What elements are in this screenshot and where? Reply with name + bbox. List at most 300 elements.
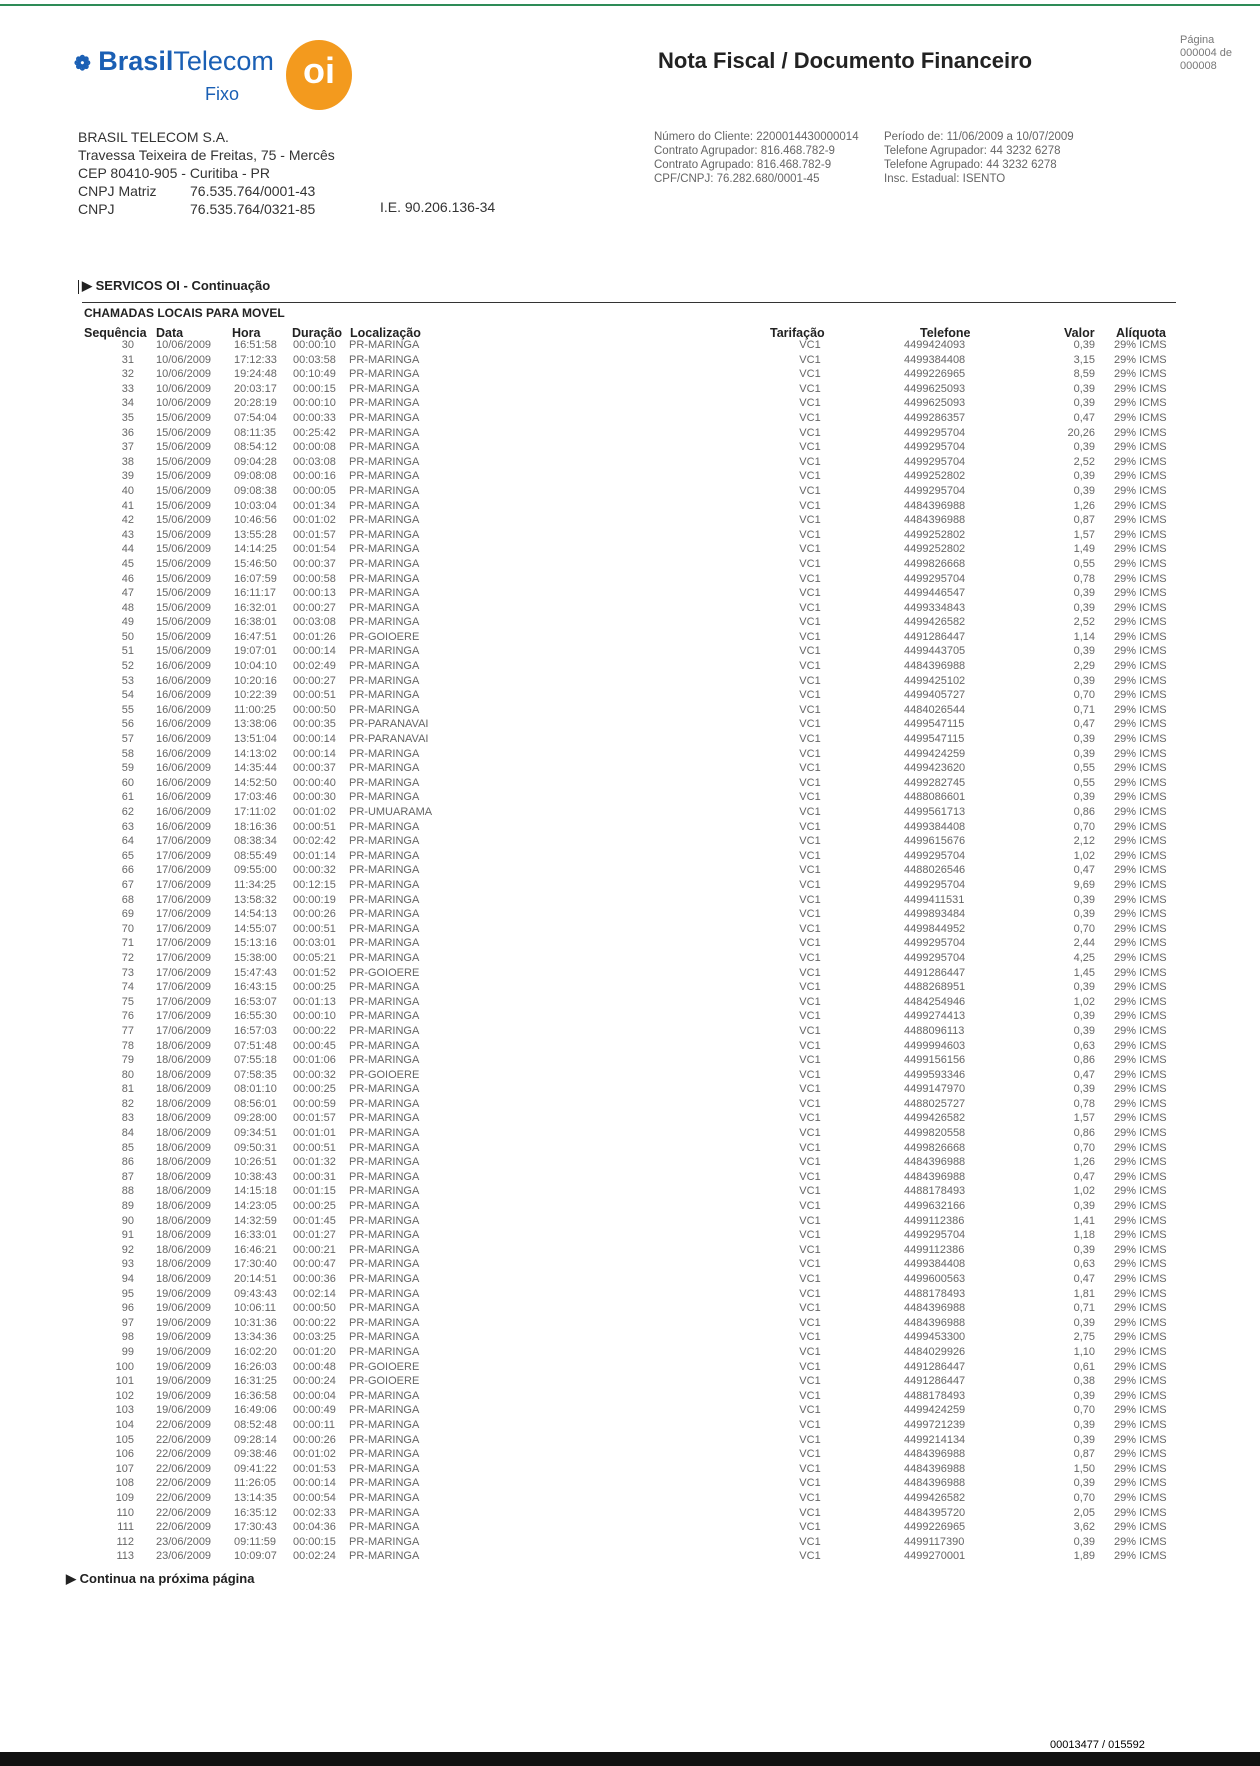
cell-time: 17:12:33 [234, 353, 277, 366]
cell-value: 0,39 [1073, 1389, 1095, 1402]
contract-grouped: Contrato Agrupado: 816.468.782-9 [654, 159, 832, 171]
cell-phone: 4484026544 [904, 703, 966, 716]
cell-location: PR-MARINGA [349, 981, 420, 994]
cell-tariff: VC1 [799, 1200, 821, 1213]
cell-location: PR-GOIOERE [349, 966, 420, 979]
cell-duration: 00:00:22 [293, 1024, 336, 1037]
cell-seq: 61 [121, 791, 134, 804]
cell-seq: 57 [121, 733, 134, 746]
cell-location: PR-MARINGA [349, 353, 420, 366]
cell-phone: 4484395720 [904, 1506, 966, 1519]
cell-seq: 74 [121, 981, 134, 994]
cell-duration: 00:00:45 [293, 1039, 336, 1052]
table-row [0, 1171, 1260, 1186]
cell-tariff: VC1 [799, 1273, 821, 1285]
cpf-cnpj: CPF/CNPJ: 76.282.680/0001-45 [654, 173, 820, 185]
cell-time: 16:26:03 [234, 1360, 277, 1373]
cell-tariff: VC1 [799, 587, 821, 600]
cell-value: 20,26 [1067, 426, 1095, 439]
cell-location: PR-MARINGA [349, 1083, 420, 1096]
table-row [0, 1507, 1260, 1522]
cell-location: PR-MARINGA [349, 426, 420, 439]
cell-duration: 00:00:27 [293, 674, 336, 687]
cell-seq: 98 [121, 1331, 134, 1344]
cell-date: 15/06/2009 [156, 543, 212, 556]
cell-rate: 29% ICMS [1114, 411, 1167, 424]
cell-value: 0,70 [1073, 820, 1095, 833]
cell-duration: 00:00:47 [293, 1258, 336, 1271]
cell-phone: 4484396988 [904, 1448, 966, 1461]
cell-duration: 00:00:22 [293, 1316, 336, 1329]
cell-tariff: VC1 [799, 718, 821, 731]
cell-phone: 4488178493 [904, 1389, 966, 1402]
cell-tariff: VC1 [799, 1083, 821, 1096]
cell-time: 17:03:46 [234, 791, 277, 804]
cell-phone: 4499252802 [904, 543, 966, 556]
cell-time: 16:07:59 [234, 572, 277, 585]
cell-time: 19:07:01 [234, 645, 277, 658]
cell-duration: 00:00:10 [293, 397, 336, 410]
cell-duration: 00:01:06 [293, 1054, 336, 1067]
cell-rate: 29% ICMS [1114, 1462, 1167, 1475]
cell-location: PR-PARANAVAI [349, 718, 429, 731]
client-info-right [884, 130, 1074, 186]
cell-date: 15/06/2009 [156, 514, 212, 527]
cell-date: 18/06/2009 [156, 1097, 212, 1110]
cell-duration: 00:00:16 [293, 470, 336, 483]
cell-time: 10:04:10 [234, 660, 277, 673]
cell-seq: 48 [121, 601, 134, 614]
cell-location: PR-MARINGA [349, 543, 420, 556]
cell-tariff: VC1 [799, 1112, 821, 1125]
cell-date: 23/06/2009 [156, 1535, 212, 1548]
cell-date: 22/06/2009 [156, 1477, 212, 1490]
table-row [0, 864, 1260, 879]
cell-duration: 00:00:40 [293, 776, 336, 789]
cell-tariff: VC1 [799, 1068, 821, 1081]
cell-tariff: VC1 [799, 1375, 821, 1388]
cell-tariff: VC1 [799, 1185, 821, 1198]
cell-time: 15:38:00 [234, 951, 277, 964]
cell-duration: 00:01:57 [293, 528, 336, 541]
cell-duration: 00:00:08 [293, 441, 336, 454]
cell-time: 16:11:17 [234, 587, 277, 600]
cell-phone: 4499384408 [904, 820, 966, 833]
cell-value: 0,39 [1073, 1535, 1095, 1548]
table-row [0, 1112, 1260, 1127]
cell-time: 09:38:46 [234, 1448, 277, 1461]
cell-rate: 29% ICMS [1114, 689, 1167, 702]
cell-date: 18/06/2009 [156, 1214, 212, 1227]
cell-seq: 71 [121, 937, 134, 950]
cell-phone: 4488025727 [904, 1097, 966, 1110]
cell-duration: 00:01:01 [293, 1127, 336, 1140]
cell-rate: 29% ICMS [1114, 1214, 1167, 1227]
cell-date: 15/06/2009 [156, 645, 212, 658]
cell-tariff: VC1 [799, 382, 821, 395]
cell-tariff: VC1 [799, 835, 821, 848]
cell-tariff: VC1 [799, 1550, 821, 1563]
cell-seq: 47 [121, 587, 134, 600]
cell-location: PR-MARINGA [349, 1389, 420, 1402]
cell-time: 16:55:30 [234, 1010, 277, 1023]
continue-text: Continua na próxima página [79, 1571, 255, 1586]
cell-date: 16/06/2009 [156, 747, 212, 760]
cell-rate: 29% ICMS [1114, 441, 1167, 454]
cell-seq: 86 [121, 1156, 134, 1169]
cell-duration: 00:00:50 [293, 703, 336, 716]
cell-rate: 29% ICMS [1114, 1185, 1167, 1198]
cell-location: PR-MARINGA [349, 908, 420, 921]
cell-rate: 29% ICMS [1114, 849, 1167, 862]
cell-location: PR-MARINGA [349, 1418, 420, 1431]
cell-time: 14:13:02 [234, 747, 277, 760]
document-number: 00013477 / 015592 [1046, 1739, 1149, 1751]
cell-time: 16:53:07 [234, 995, 277, 1008]
cell-tariff: VC1 [799, 1141, 821, 1154]
cell-phone: 4491286447 [904, 1360, 966, 1373]
cell-value: 0,39 [1073, 441, 1095, 454]
cell-time: 16:02:20 [234, 1345, 277, 1358]
cell-phone: 4499270001 [904, 1550, 966, 1563]
cell-time: 13:58:32 [234, 893, 277, 906]
cell-tariff: VC1 [799, 762, 821, 775]
cell-location: PR-MARINGA [349, 1273, 420, 1285]
cell-time: 10:38:43 [234, 1170, 277, 1183]
cell-value: 3,62 [1073, 1521, 1095, 1534]
cell-phone: 4484396988 [904, 1462, 966, 1475]
brand-subtitle: Fixo [205, 84, 240, 104]
cell-seq: 109 [115, 1491, 134, 1504]
cell-duration: 00:00:35 [293, 718, 336, 731]
cell-time: 14:52:50 [234, 776, 277, 789]
cell-phone: 4499826668 [904, 557, 966, 570]
cell-time: 14:55:07 [234, 922, 277, 935]
cell-duration: 00:00:14 [293, 747, 336, 760]
cell-duration: 00:00:32 [293, 864, 336, 877]
cell-tariff: VC1 [799, 397, 821, 410]
table-row [0, 339, 1260, 354]
table-row [0, 1258, 1260, 1273]
cell-rate: 29% ICMS [1114, 484, 1167, 497]
cell-time: 09:28:14 [234, 1433, 277, 1446]
cell-rate: 29% ICMS [1114, 645, 1167, 658]
page-total: 000008 [1180, 60, 1217, 72]
cell-rate: 29% ICMS [1114, 353, 1167, 366]
cell-duration: 00:03:01 [293, 937, 336, 950]
cell-date: 17/06/2009 [156, 981, 212, 994]
cell-date: 22/06/2009 [156, 1491, 212, 1504]
cell-value: 0,55 [1073, 557, 1095, 570]
cell-duration: 00:00:51 [293, 820, 336, 833]
cell-seq: 100 [115, 1360, 134, 1373]
cell-tariff: VC1 [799, 353, 821, 366]
cell-time: 16:38:01 [234, 616, 277, 629]
cell-duration: 00:00:25 [293, 981, 336, 994]
cell-date: 19/06/2009 [156, 1389, 212, 1402]
cell-date: 16/06/2009 [156, 660, 212, 673]
cell-rate: 29% ICMS [1114, 368, 1167, 381]
cell-seq: 113 [116, 1550, 134, 1563]
cell-duration: 00:00:59 [293, 1097, 336, 1110]
cell-value: 0,39 [1073, 981, 1095, 994]
cell-location: PR-MARINGA [349, 937, 420, 950]
cell-location: PR-MARINGA [349, 849, 420, 862]
cell-time: 16:33:01 [234, 1229, 277, 1242]
cell-rate: 29% ICMS [1114, 426, 1167, 439]
cell-phone: 4499547115 [904, 718, 965, 731]
cell-time: 08:11:35 [234, 426, 277, 439]
cell-seq: 54 [121, 689, 134, 702]
cell-tariff: VC1 [799, 1258, 821, 1271]
cell-location: PR-MARINGA [349, 1448, 420, 1461]
cell-value: 0,39 [1073, 674, 1095, 687]
table-row [0, 996, 1260, 1011]
cell-location: PR-MARINGA [349, 674, 420, 687]
cell-date: 15/06/2009 [156, 528, 212, 541]
cell-time: 16:49:06 [234, 1404, 277, 1417]
cell-date: 22/06/2009 [156, 1433, 212, 1446]
table-row [0, 675, 1260, 690]
cell-location: PR-MARINGA [349, 514, 420, 527]
cell-value: 1,02 [1073, 995, 1095, 1008]
cell-time: 16:46:21 [234, 1243, 277, 1256]
cell-tariff: VC1 [799, 674, 821, 687]
cell-seq: 76 [121, 1010, 134, 1023]
bottom-bar [0, 1752, 1260, 1766]
cell-seq: 104 [115, 1418, 134, 1431]
cell-phone: 4499547115 [904, 733, 965, 746]
cell-phone: 4499295704 [904, 426, 966, 439]
table-row [0, 456, 1260, 471]
cell-date: 15/06/2009 [156, 630, 212, 643]
cell-location: PR-MARINGA [349, 1039, 420, 1052]
cell-duration: 00:00:30 [293, 791, 336, 804]
cnpj-matriz-label: CNPJ Matriz [78, 183, 157, 199]
cell-location: PR-MARINGA [349, 616, 420, 629]
cell-seq: 62 [121, 806, 134, 818]
cell-phone: 4499625093 [904, 397, 966, 410]
cell-date: 15/06/2009 [156, 499, 212, 512]
col-header-aliquota: Alíquota [1116, 326, 1166, 340]
cell-tariff: VC1 [799, 1418, 821, 1431]
table-row [0, 514, 1260, 529]
cell-seq: 92 [121, 1243, 134, 1256]
cell-tariff: VC1 [799, 1170, 821, 1183]
cell-date: 23/06/2009 [156, 1550, 212, 1563]
cell-value: 0,47 [1073, 864, 1095, 877]
table-row [0, 529, 1260, 544]
cell-date: 19/06/2009 [156, 1375, 212, 1388]
cell-value: 1,45 [1073, 966, 1095, 979]
cell-rate: 29% ICMS [1114, 1097, 1167, 1110]
table-row [0, 485, 1260, 500]
cell-duration: 00:01:52 [293, 966, 336, 979]
cell-time: 08:54:12 [234, 441, 277, 454]
cell-value: 0,39 [1073, 645, 1095, 658]
cell-tariff: VC1 [799, 995, 821, 1008]
cell-tariff: VC1 [799, 339, 821, 351]
cell-location: PR-MARINGA [349, 1097, 420, 1110]
cell-time: 14:23:05 [234, 1200, 277, 1213]
cell-rate: 29% ICMS [1114, 339, 1167, 351]
cell-duration: 00:02:24 [293, 1550, 336, 1563]
cell-phone: 4499384408 [904, 1258, 966, 1271]
cell-location: PR-MARINGA [349, 689, 420, 702]
cell-tariff: VC1 [799, 1331, 821, 1344]
table-row [0, 1492, 1260, 1507]
cell-location: PR-MARINGA [349, 455, 420, 468]
cell-phone: 4499295704 [904, 572, 966, 585]
cell-location: PR-MARINGA [349, 1404, 420, 1417]
cell-time: 20:03:17 [234, 382, 277, 395]
cell-time: 09:11:59 [234, 1535, 277, 1548]
cell-value: 0,47 [1073, 1273, 1095, 1285]
cell-value: 0,86 [1073, 806, 1095, 818]
cell-seq: 95 [121, 1287, 134, 1300]
cell-phone: 4499384408 [904, 353, 966, 366]
table-row [0, 1142, 1260, 1157]
cell-seq: 110 [116, 1506, 134, 1519]
cell-tariff: VC1 [799, 878, 821, 891]
cell-rate: 29% ICMS [1114, 733, 1167, 746]
cell-rate: 29% ICMS [1114, 1316, 1167, 1329]
cell-rate: 29% ICMS [1114, 1302, 1167, 1315]
cell-time: 17:30:40 [234, 1258, 277, 1271]
cell-phone: 4499425102 [904, 674, 966, 687]
cell-rate: 29% ICMS [1114, 1068, 1167, 1081]
cell-phone: 4484396988 [904, 1477, 966, 1490]
table-row [0, 1448, 1260, 1463]
cell-phone: 4499226965 [904, 368, 966, 381]
cell-date: 18/06/2009 [156, 1054, 212, 1067]
cell-phone: 4499295704 [904, 937, 966, 950]
cell-phone: 4488086601 [904, 791, 966, 804]
cell-duration: 00:01:53 [293, 1462, 336, 1475]
cell-tariff: VC1 [799, 1156, 821, 1169]
cell-seq: 77 [121, 1024, 134, 1037]
cell-date: 16/06/2009 [156, 791, 212, 804]
cell-date: 19/06/2009 [156, 1331, 212, 1344]
cell-location: PR-MARINGA [349, 1477, 420, 1490]
cell-rate: 29% ICMS [1114, 1243, 1167, 1256]
cell-location: PR-MARINGA [349, 1141, 420, 1154]
cell-phone: 4488096113 [904, 1024, 965, 1037]
cell-duration: 00:00:50 [293, 1302, 336, 1315]
cell-phone: 4499411531 [904, 893, 965, 906]
cell-rate: 29% ICMS [1114, 718, 1167, 731]
cell-tariff: VC1 [799, 1535, 821, 1548]
cell-seq: 84 [121, 1127, 134, 1140]
cell-phone: 4499424259 [904, 1404, 966, 1417]
table-row [0, 368, 1260, 383]
cell-tariff: VC1 [799, 426, 821, 439]
cell-tariff: VC1 [799, 1491, 821, 1504]
cell-phone: 4499893484 [904, 908, 966, 921]
cell-value: 0,39 [1073, 397, 1095, 410]
table-row [0, 1536, 1260, 1551]
state-registration: Insc. Estadual: ISENTO [884, 173, 1006, 185]
cell-rate: 29% ICMS [1114, 878, 1167, 891]
cell-location: PR-MARINGA [349, 791, 420, 804]
cell-location: PR-UMUARAMA [349, 806, 433, 818]
col-header-duracao: Duração [292, 326, 343, 340]
table-row [0, 500, 1260, 515]
phone-grouped: Telefone Agrupado: 44 3232 6278 [884, 159, 1057, 171]
cell-duration: 00:00:14 [293, 733, 336, 746]
cell-value: 0,39 [1073, 747, 1095, 760]
cell-time: 14:15:18 [234, 1185, 277, 1198]
cell-date: 18/06/2009 [156, 1039, 212, 1052]
cell-rate: 29% ICMS [1114, 703, 1167, 716]
cell-value: 1,02 [1073, 1185, 1095, 1198]
cell-rate: 29% ICMS [1114, 1287, 1167, 1300]
cell-location: PR-MARINGA [349, 762, 420, 775]
table-row [0, 1419, 1260, 1434]
cell-duration: 00:02:42 [293, 835, 336, 848]
cell-seq: 65 [121, 849, 134, 862]
cell-tariff: VC1 [799, 514, 821, 527]
cell-location: PR-MARINGA [349, 660, 420, 673]
cell-rate: 29% ICMS [1114, 1229, 1167, 1242]
cell-seq: 41 [121, 499, 134, 512]
cell-rate: 29% ICMS [1114, 893, 1167, 906]
table-row [0, 543, 1260, 558]
cell-tariff: VC1 [799, 820, 821, 833]
cell-phone: 4499295704 [904, 1229, 966, 1242]
cell-seq: 97 [121, 1316, 134, 1329]
cell-value: 1,49 [1073, 543, 1095, 556]
cell-location: PR-MARINGA [349, 557, 420, 570]
cell-rate: 29% ICMS [1114, 1433, 1167, 1446]
cell-tariff: VC1 [799, 1521, 821, 1534]
cell-tariff: VC1 [799, 455, 821, 468]
cell-date: 17/06/2009 [156, 864, 212, 877]
billing-period: Período de: 11/06/2009 a 10/07/2009 [884, 131, 1074, 143]
cell-phone: 4499443705 [904, 645, 966, 658]
table-row [0, 1054, 1260, 1069]
cell-time: 15:46:50 [234, 557, 277, 570]
cell-location: PR-MARINGA [349, 411, 420, 424]
cell-rate: 29% ICMS [1114, 1521, 1167, 1534]
cell-seq: 75 [121, 995, 134, 1008]
cell-value: 0,39 [1073, 1010, 1095, 1023]
cell-value: 0,86 [1073, 1054, 1095, 1067]
cell-value: 1,89 [1073, 1550, 1095, 1563]
cell-tariff: VC1 [799, 1214, 821, 1227]
cell-value: 0,39 [1073, 1083, 1095, 1096]
cell-duration: 00:00:37 [293, 557, 336, 570]
table-row [0, 806, 1260, 821]
cell-rate: 29% ICMS [1114, 587, 1167, 600]
cell-seq: 103 [115, 1404, 134, 1417]
cell-rate: 29% ICMS [1114, 1345, 1167, 1358]
cell-value: 2,12 [1073, 835, 1095, 848]
col-header-valor: Valor [1064, 326, 1095, 340]
cell-date: 16/06/2009 [156, 776, 212, 789]
cell-date: 15/06/2009 [156, 484, 212, 497]
cell-duration: 00:00:15 [293, 1535, 336, 1548]
cell-phone: 4484396988 [904, 1170, 966, 1183]
cell-location: PR-MARINGA [349, 1433, 420, 1446]
cell-rate: 29% ICMS [1114, 806, 1167, 818]
table-row [0, 777, 1260, 792]
table-row [0, 660, 1260, 675]
cell-rate: 29% ICMS [1114, 864, 1167, 877]
cell-date: 18/06/2009 [156, 1258, 212, 1271]
triangle-right-icon: ▶ [82, 278, 92, 293]
cell-location: PR-MARINGA [349, 1316, 420, 1329]
